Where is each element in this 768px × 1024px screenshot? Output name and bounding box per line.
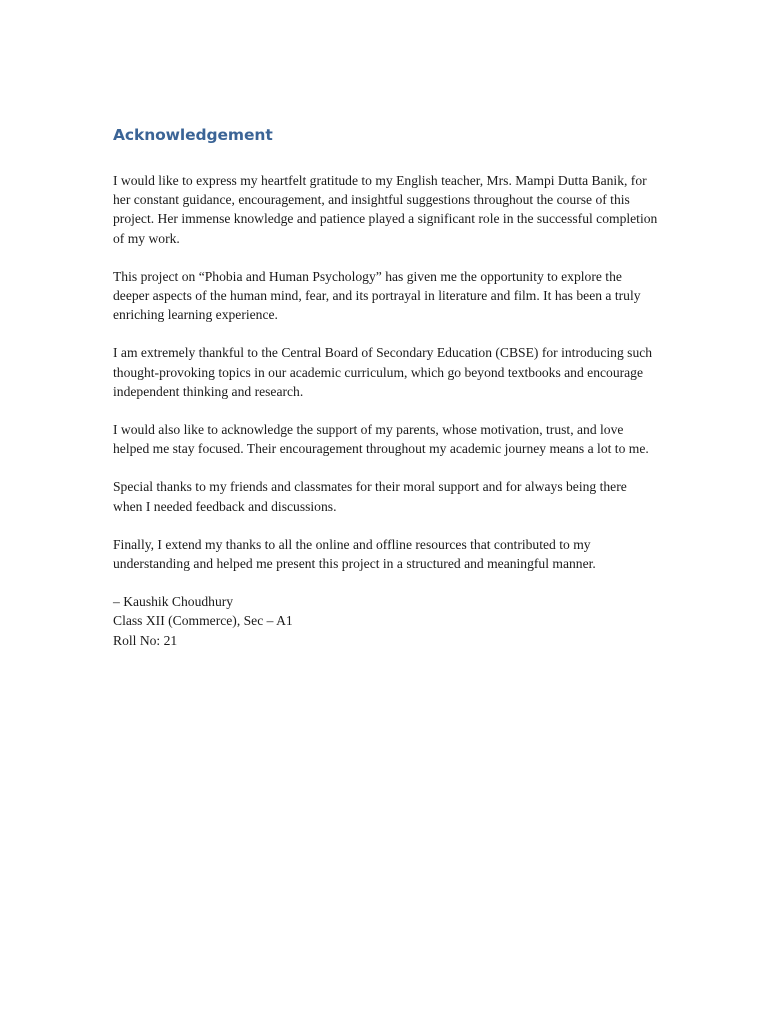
paragraph-gratitude-teacher: I would like to express my heartfelt gratitude to my English teacher, Mrs. Mampi Dutta Banik, for her constant guidance, encouragement, and insightful suggestions throughout the course of this project. Her immense knowledge and patience played a significant role in the successful completion of my work.	[113, 173, 658, 246]
paragraph-friends-thanks: Special thanks to my friends and classmates for their moral support and for always being there when I needed feedback and discussions.	[113, 479, 627, 514]
paragraph-cbse-thanks: I am extremely thankful to the Central Board of Secondary Education (CBSE) for introducing such thought-provoking topics in our academic curriculum, which go beyond textbooks and encourage independent thinking and research.	[113, 345, 653, 399]
paragraph-project-topic: This project on “Phobia and Human Psychology” has given me the opportunity to explore the deeper aspects of the human mind, fear, and its portrayal in literature and film. It has been a truly enriching learning experience.	[113, 268, 641, 323]
paragraph-resources-thanks: Finally, I extend my thanks to all the online and offline resources that contributed to my understanding and helped me present this project in a structured and meaningful manner.	[113, 536, 596, 572]
signature-name: – Kaushik Choudhury	[113, 594, 234, 610]
document-content	[113, 124, 658, 650]
page-title: Acknowledgement	[113, 126, 273, 144]
signature-roll-number: Roll No: 21	[113, 632, 178, 648]
signature-block	[113, 592, 658, 650]
paragraph-parents-thanks: I would also like to acknowledge the support of my parents, whose motivation, trust, and love helped me stay focused. Their encouragement throughout my academic journey means a lot to me.	[113, 422, 649, 457]
signature-class: Class XII (Commerce), Sec – A1	[113, 613, 293, 629]
